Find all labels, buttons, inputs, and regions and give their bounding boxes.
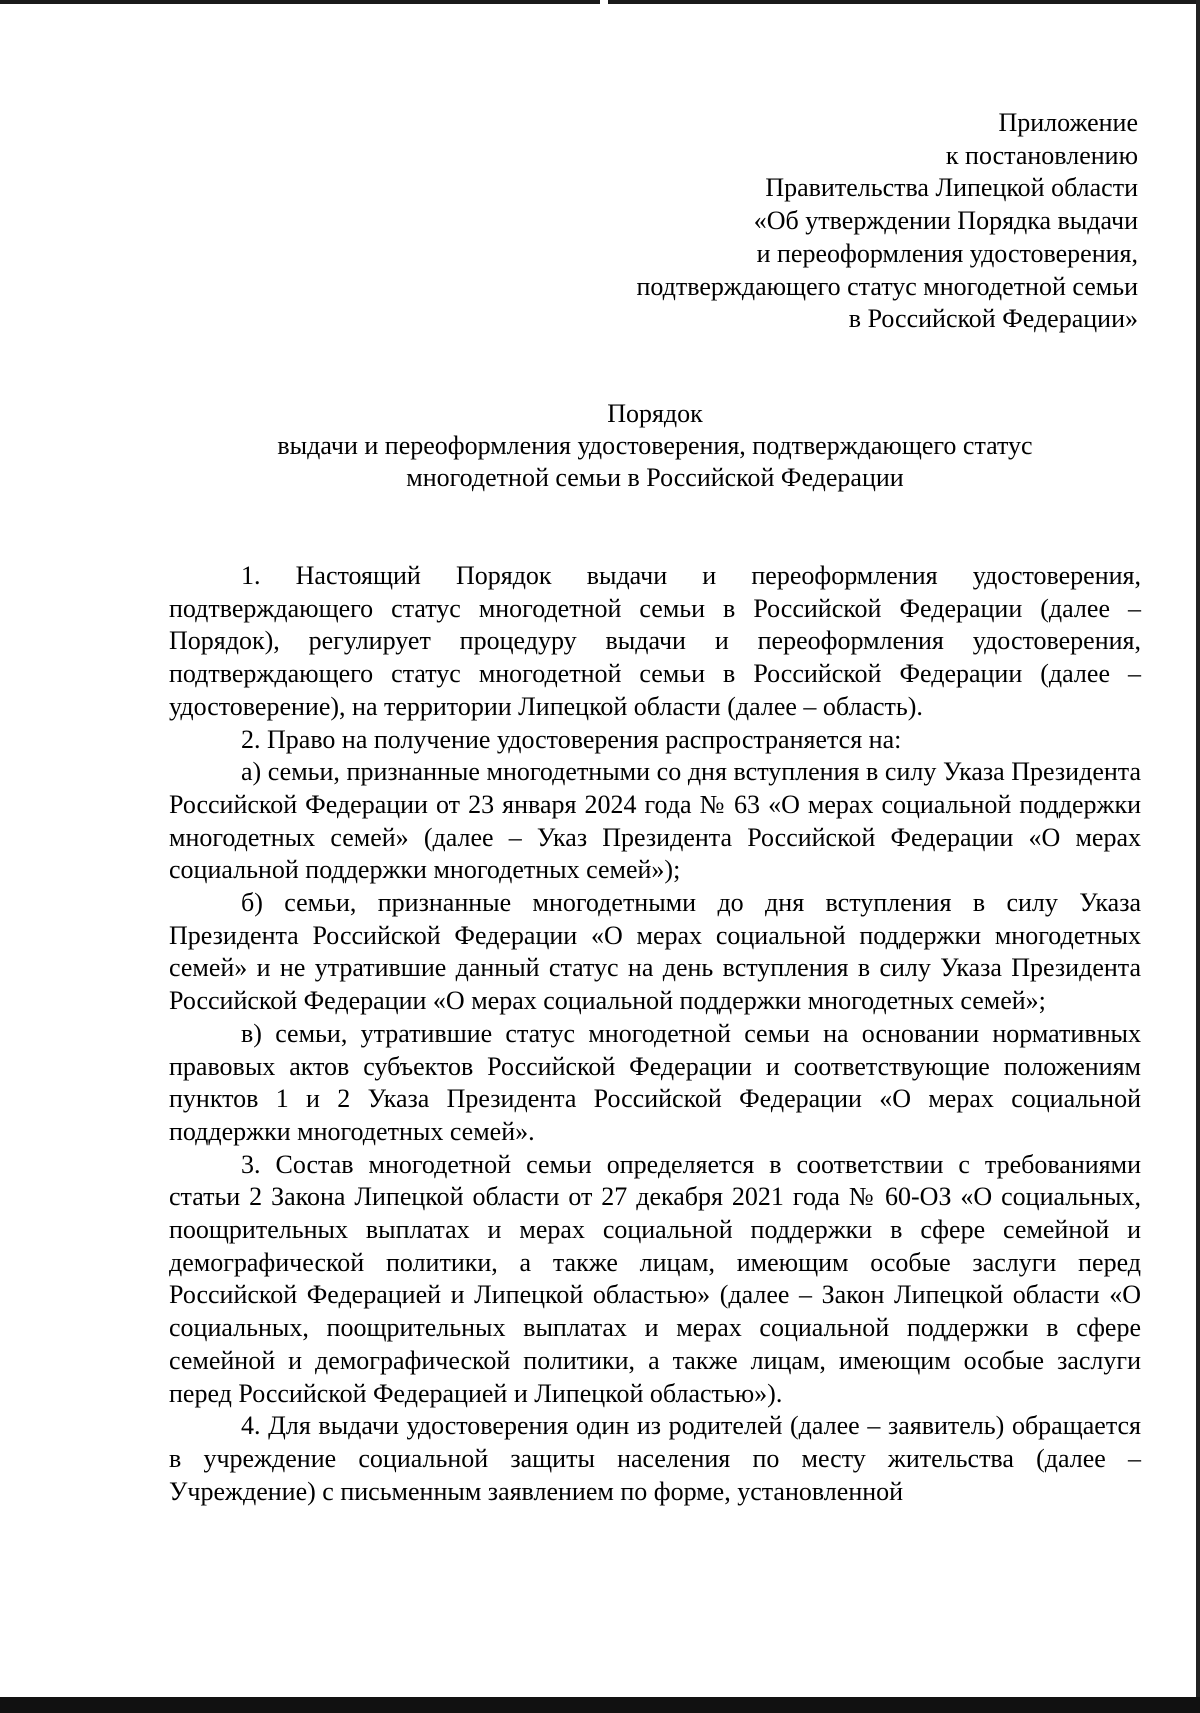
annex-line: Приложение [998,108,1138,137]
paragraph-3: 3. Состав многодетной семьи определяется в соответствии с требованиями статьи 2 Закона Липецкой области от 27 декабря 2021 года № 60-ОЗ «О социальных, поощрительных выплатах и мерах социальной поддержки в сфере семейной и демографической политики, а также лицам, имеющим особые заслуги перед Российской Федерацией и Липецкой областью» (далее – Закон Липецкой области «О социальных, поощрительных выплатах и мерах социальной поддержки в сфере семейной и демографической политики, а также лицам, имеющим особые заслуги перед Российской Федерацией и Липецкой областью»). [169,1149,1141,1408]
scan-edge-bottom [0,1697,1200,1713]
annex-line: Правительства Липецкой области [765,173,1138,203]
title-subtitle-line: выдачи и переоформления удостоверения, подтверждающего статус [277,431,1033,460]
title-subtitle-line: многодетной семьи в Российской Федерации [406,463,904,492]
paragraph-2b: б) семьи, признанные многодетными до дня вступления в силу Указа Президента Российской Федерации «О мерах социальной поддержки многодетных семей» и не утратившие данный статус на день вступления в силу Указа Президента Российской Федерации «О мерах социальной поддержки многодетных семей»; [169,888,1141,1016]
scan-edge-top-left [0,0,600,4]
paragraph-2a: а) семьи, признанные многодетными со дня вступления в силу Указа Президента Российской Федерации от 23 января 2024 года № 63 «О мерах социальной поддержки многодетных семей» (далее – Указ Президента Российской Федерации «О мерах социальной поддержки многодетных семей»); [169,757,1141,885]
title-heading: Порядок [607,399,703,428]
annex-line: «Об утверждении Порядка выдачи [753,206,1138,236]
scan-edge-right [1196,0,1200,1713]
annex-line: к постановлению [945,140,1138,170]
document-title [170,398,1140,494]
document-body [169,560,1141,1508]
paragraph-1: 1. Настоящий Порядок выдачи и переоформления удостоверения, подтверждающего статус многодетной семьи в Российской Федерации (далее – Порядок), регулирует процедуру выдачи и переоформления удостоверения, подтверждающего статус многодетной семьи в Российской Федерации (далее – удостоверение), на территории Липецкой области (далее – область). [169,561,1141,721]
scan-edge-top-right [608,0,1200,4]
paragraph-4: 4. Для выдачи удостоверения один из родителей (далее – заявитель) обращается в учреждение социальной защиты населения по месту жительства (далее – Учреждение) с письменным заявлением по форме, установленной [169,1411,1141,1506]
annex-line: и переоформления удостоверения, [756,238,1138,268]
annex-line: подтверждающего статус многодетной семьи [636,271,1138,301]
annex-block [418,107,1138,336]
paragraph-2: 2. Право на получение удостоверения распространяется на: [241,724,902,754]
paragraph-2v: в) семьи, утратившие статус многодетной семьи на основании нормативных правовых актов субъектов Российской Федерации и соответствующие положениям пунктов 1 и 2 Указа Президента Российской Федерации «О мерах социальной поддержки многодетных семей». [169,1018,1141,1146]
annex-line: в Российской Федерации» [848,304,1138,334]
